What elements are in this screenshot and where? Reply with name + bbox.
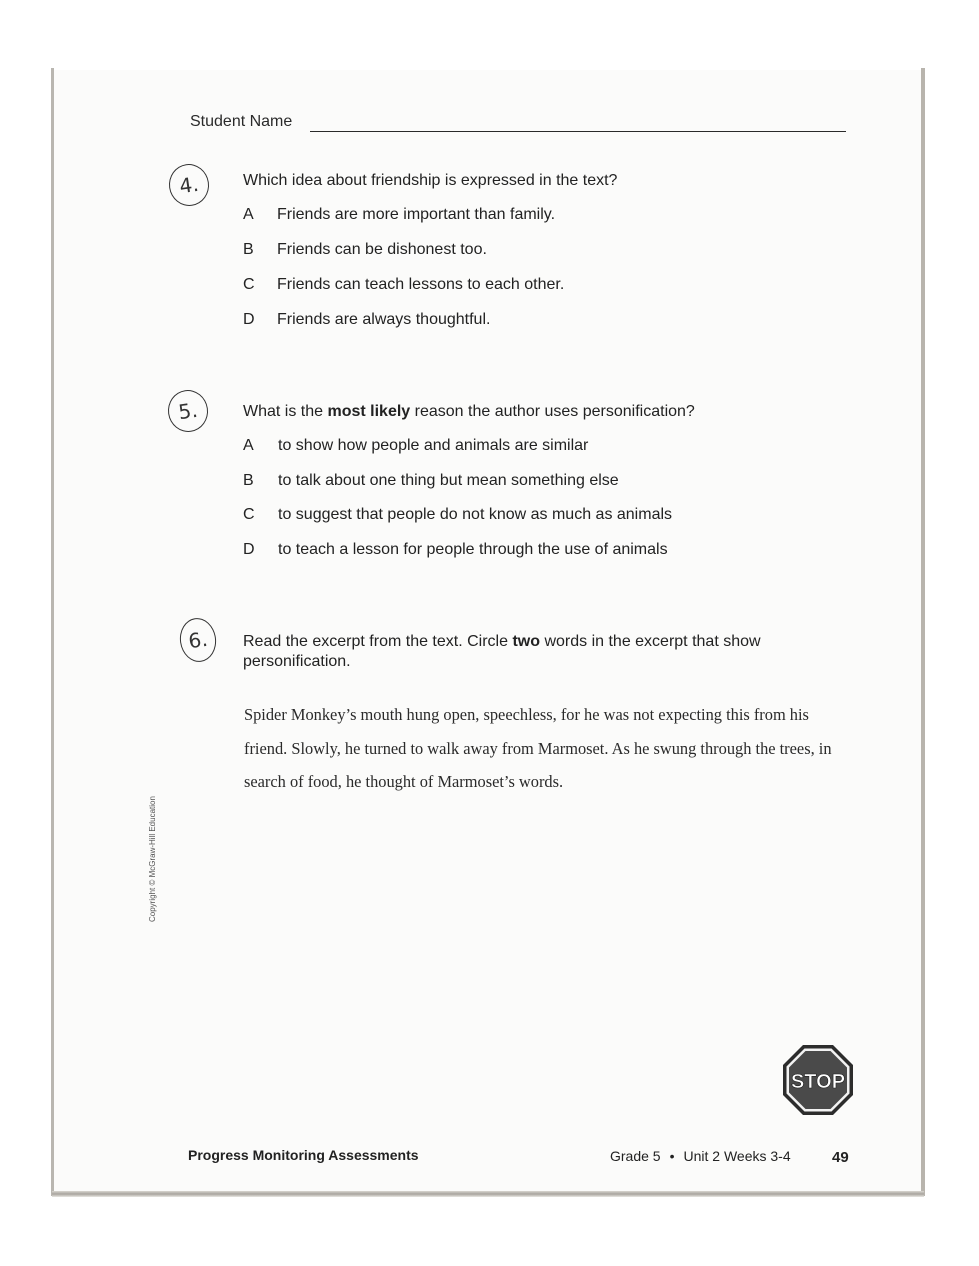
choice-text: Friends are more important than family. [277, 206, 556, 223]
copyright-notice: Copyright © McGraw-Hill Education [148, 796, 157, 922]
page-edge-left [51, 68, 54, 1196]
choice-text: to suggest that people do not know as much as animals [278, 506, 673, 523]
choice-letter: C [243, 276, 255, 293]
choice-text: Friends are always thoughtful. [277, 311, 491, 328]
question-5-choice-a[interactable] [243, 437, 588, 455]
student-name-field[interactable] [310, 131, 846, 132]
question-6-excerpt[interactable]: Spider Monkey’s mouth hung open, speechless, for he was not expecting this from his friend. Slowly, he turned to walk away from Marmoset. As he swung through the trees, in search of food, he thought of Marmoset’s words. [244, 705, 832, 791]
question-number-4: 4. [166, 161, 211, 208]
footer-grade: Grade 5 [610, 1148, 661, 1164]
question-5-choice-c[interactable] [243, 506, 672, 524]
footer-title: Progress Monitoring Assessments [188, 1147, 419, 1163]
choice-letter: A [243, 437, 254, 454]
question-4-choice-d[interactable] [243, 311, 490, 329]
footer-unit: Unit 2 Weeks 3-4 [683, 1148, 791, 1164]
choice-letter: C [243, 506, 255, 523]
choice-text: Friends can be dishonest too. [277, 241, 487, 258]
question-4-choice-b[interactable] [243, 241, 487, 259]
choice-text: to talk about one thing but mean something else [278, 472, 619, 489]
choice-letter: D [243, 541, 255, 558]
page-edge-bottom [52, 1191, 924, 1197]
choice-letter: B [243, 472, 254, 489]
question-4-choice-c[interactable] [243, 276, 564, 294]
choice-letter: B [243, 241, 254, 258]
footer-separator: • [669, 1148, 675, 1164]
stem-emphasis: two [512, 633, 540, 650]
question-5-choice-b[interactable] [243, 472, 619, 490]
choice-text: to show how people and animals are similar [278, 437, 589, 454]
choice-text: to teach a lesson for people through the use of animals [278, 541, 668, 558]
stem-text: reason the author uses personification? [410, 403, 695, 420]
footer-grade-unit [610, 1148, 791, 1164]
question-5-stem [243, 402, 695, 422]
page-number: 49 [832, 1149, 849, 1166]
question-5-choice-d[interactable] [243, 541, 668, 559]
question-4-choice-a[interactable] [243, 206, 555, 224]
question-number-5: 5. [165, 387, 210, 434]
stop-label: STOP [790, 1071, 846, 1093]
student-name-label: Student Name [190, 113, 293, 130]
question-6-stem [243, 632, 843, 672]
choice-text: Friends can teach lessons to each other. [277, 276, 565, 293]
stop-sign-icon [782, 1044, 854, 1116]
stem-text: Read the excerpt from the text. Circle [243, 633, 513, 650]
question-number-6: 6. [177, 616, 219, 665]
stem-text: What is the [243, 403, 328, 420]
stop-octagon-icon [782, 1044, 854, 1116]
page-edge-right [921, 68, 925, 1196]
choice-letter: A [243, 206, 254, 223]
stem-text: words in the excerpt that show personification. [243, 633, 761, 670]
choice-letter: D [243, 311, 255, 328]
question-4-stem: Which idea about friendship is expressed in the text? [243, 172, 618, 189]
stem-emphasis: most likely [327, 403, 411, 420]
